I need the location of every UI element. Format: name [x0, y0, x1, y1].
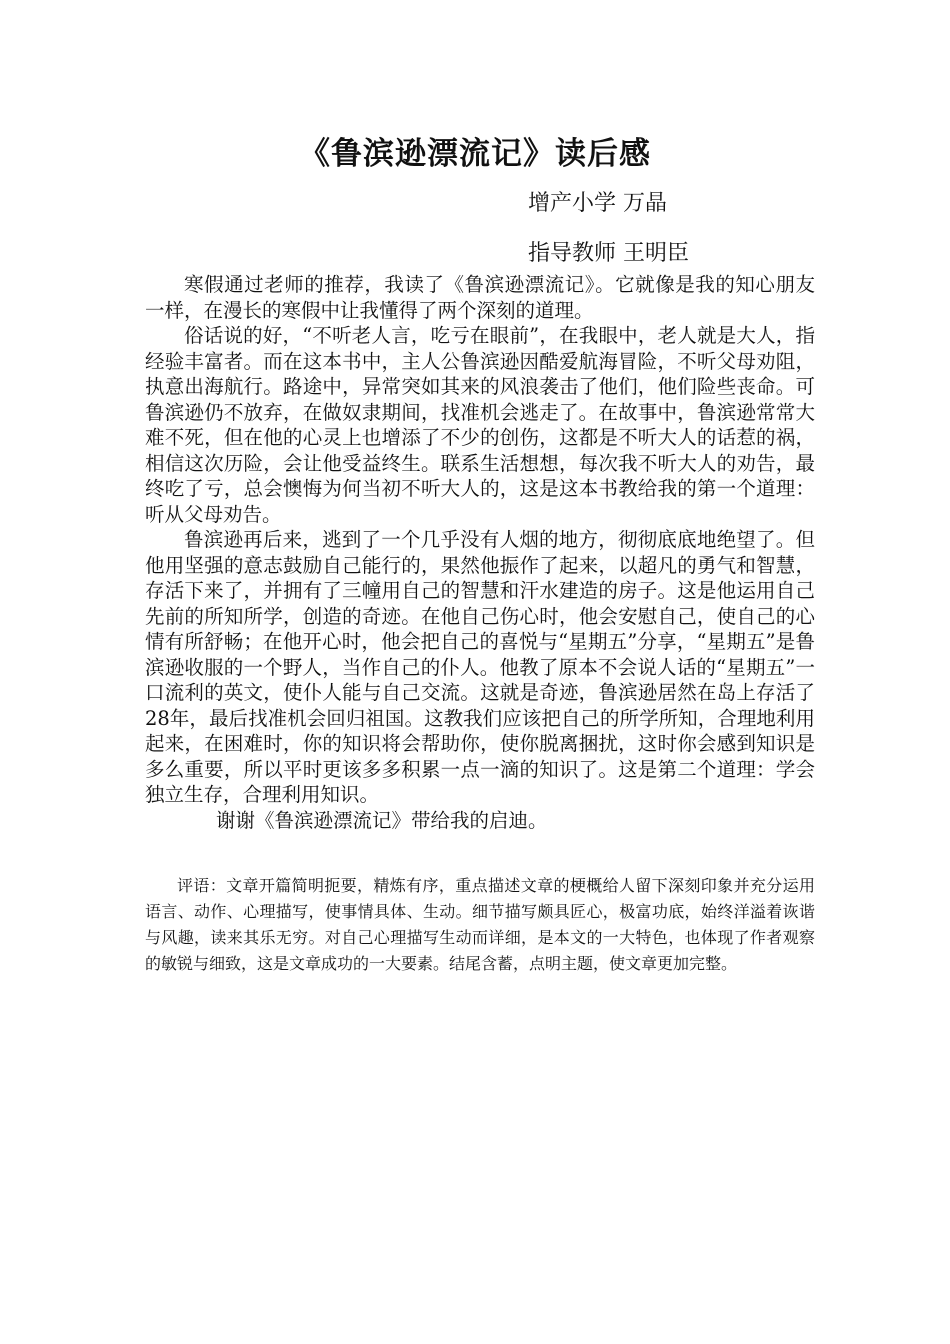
paragraph-2: 俗话说的好，“不听老人言，吃亏在眼前”，在我眼中，老人就是大人，指经验丰富者。而在这本书中，主人公鲁滨逊因酷爱航海冒险，不听父母劝阻，执意出海航行。路途中，异常突如其来的风浪袭击了他们，他们险些丧命。可鲁滨逊仍不放弃，在做奴隶期间，找准机会逃走了。在故事中，鲁滨逊常常大难不死，但在他的心灵上也增添了不少的创伤，这都是不听大人的话惹的祸，相信这次历险，会让他受益终生。联系生活想想，每次我不听大人的劝告，最终吃了亏，总会懊悔为何当初不听大人的，这是这本书教给我的第一个道理：听从父母劝告。: [145, 324, 815, 526]
author-line: 增产小学 万晶: [528, 191, 667, 216]
teacher-comment: 评语：文章开篇简明扼要，精炼有序，重点描述文章的梗概给人留下深刻印象并充分运用语言、动作、心理描写，使事情具体、生动。细节描写颇具匠心，极富功底，始终洋溢着诙谐与风趣，读来其乐无穷。对自己心理描写生动而详细，是本文的一大特色，也体现了作者观察的敏锐与细致，这是文章成功的一大要素。结尾含蓄，点明主题，使文章更加完整。: [145, 876, 815, 973]
teacher-line: 指导教师 王明臣: [528, 241, 689, 266]
thanks-line: 谢谢《鲁滨逊漂流记》带给我的启迪。: [216, 808, 548, 832]
paragraph-3: 鲁滨逊再后来，逃到了一个几乎没有人烟的地方，彻彻底底地绝望了。但他用坚强的意志鼓励自己能行的，果然他振作了起来，以超凡的勇气和智慧，存活下来了，并拥有了三幢用自己的智慧和汗水建造的房子。这是他运用自己先前的所知所学，创造的奇迹。在他自己伤心时，他会安慰自己，使自己的心情有所舒畅；在他开心时，他会把自己的喜悦与“星期五”分享，“星期五”是鲁滨逊收服的一个野人，当作自己的仆人。他教了原本不会说人话的“星期五”一口流利的英文，使仆人能与自己交流。这就是奇迹，鲁滨逊居然在岛上存活了28年，最后找准机会回归祖国。这教我们应该把自己的所学所知，合理地利用起来，在困难时，你的知识将会帮助你，使你脱离捆扰，这时你会感到知识是多么重要，所以平时更该多多积累一点一滴的知识了。这是第二个道理：学会独立生存，合理利用知识。: [145, 528, 815, 806]
essay-body: [145, 272, 815, 833]
paragraph-1: 寒假通过老师的推荐，我读了《鲁滨逊漂流记》。它就像是我的知心朋友一样，在漫长的寒假中让我懂得了两个深刻的道理。: [145, 273, 815, 322]
document-title: 《鲁滨逊漂流记》读后感: [299, 136, 651, 172]
